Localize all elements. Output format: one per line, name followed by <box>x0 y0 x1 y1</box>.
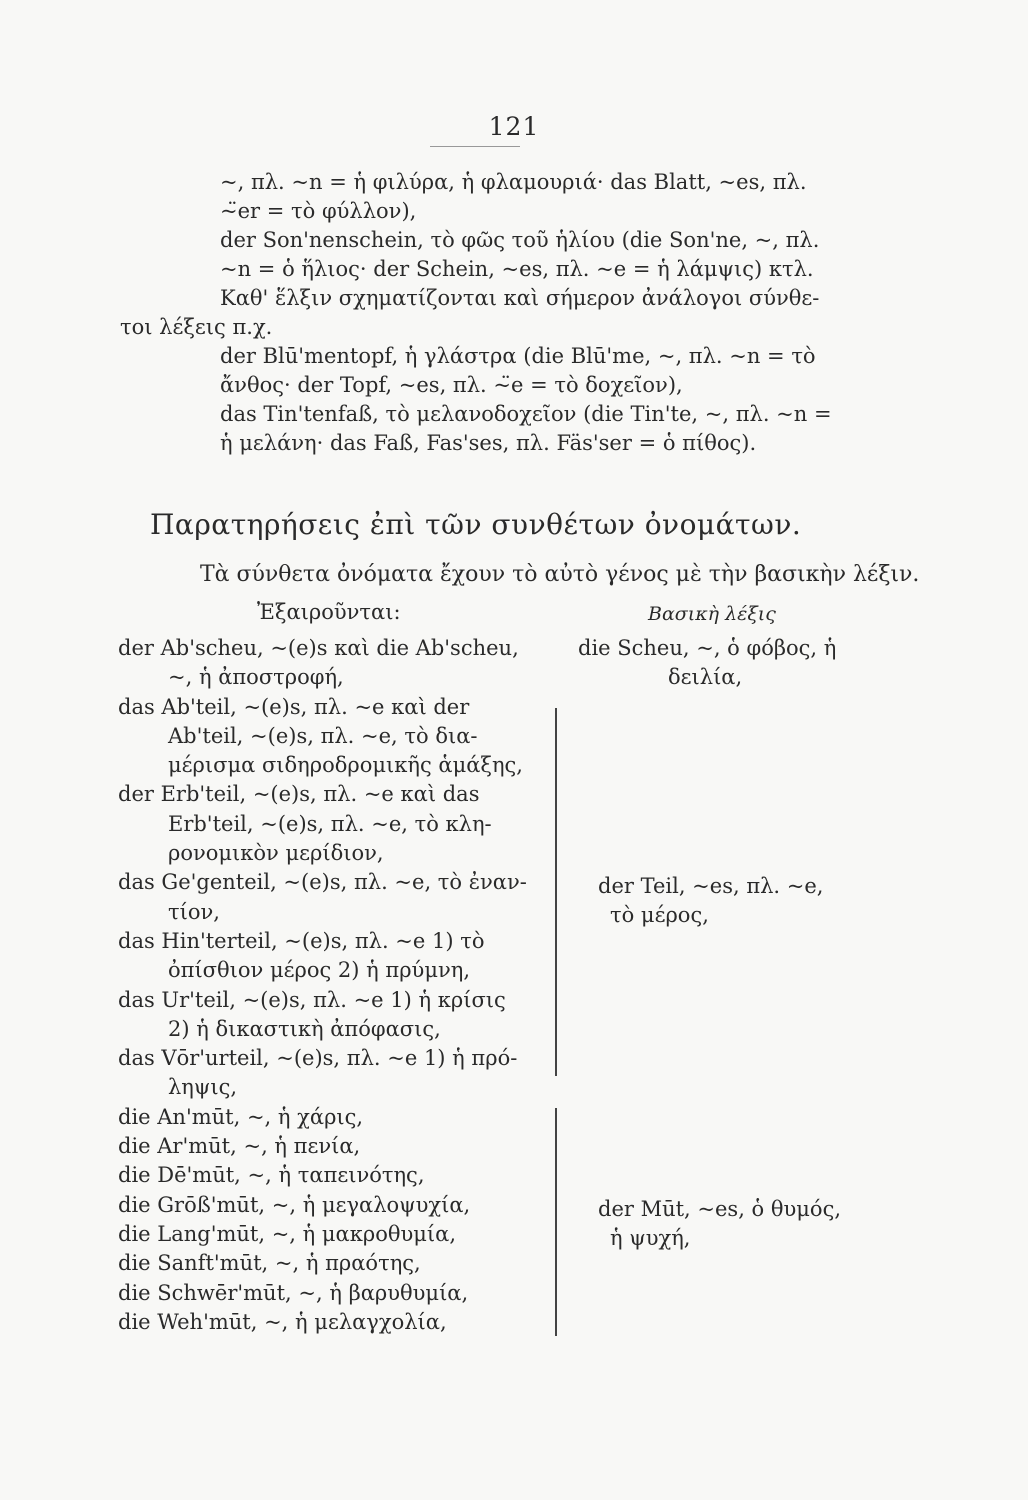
basic-word-line: der Teil, ~es, πλ. ~e, <box>598 874 824 898</box>
exceptions-label: Ἐξαιροῦνται: <box>257 600 401 624</box>
entry-line: der Ab'scheu, ~(e)s καὶ die Ab'scheu, <box>118 636 519 660</box>
entry-line: die Sanft'mūt, ~, ἡ πραότης, <box>118 1251 421 1276</box>
entry-line: der Erb'teil, ~(e)s, πλ. ~e καὶ das <box>118 782 480 807</box>
entry-line: Erb'teil, ~(e)s, πλ. ~e, τὸ κλη- <box>168 811 492 836</box>
bracket-mut <box>555 1108 557 1336</box>
intro-line: ἡ μελάνη· das Faß, Fas'ses, πλ. Fäs'ser = ὁ πίθος). <box>220 431 757 455</box>
entry-line: τίον, <box>168 899 220 924</box>
section-heading: Παρατηρήσεις ἐπὶ τῶν συνθέτων ὀνομάτων. <box>150 508 802 541</box>
intro-line: ~, πλ. ~n = ἡ φιλύρα, ἡ φλαμουριά· das Blatt, ~es, πλ. <box>220 170 807 194</box>
intro-line: ἄνθος· der Topf, ~es, πλ. ~̈e = τὸ δοχεῖον), <box>220 373 683 397</box>
intro-line: ~n = ὁ ἥλιος· der Schein, ~es, πλ. ~e = ἡ λάμψις) κτλ. <box>220 257 814 281</box>
entry-line: die Schwēr'mūt, ~, ἡ βαρυθυμία, <box>118 1280 469 1305</box>
entry-line: Ab'teil, ~(e)s, πλ. ~e, τὸ δια- <box>168 723 478 748</box>
entry-line: 2) ἡ δικαστικὴ ἀπόφασις, <box>168 1016 441 1041</box>
entry-line: die Weh'mūt, ~, ἡ μελαγχολία, <box>118 1309 447 1334</box>
entry-line: die Dē'mūt, ~, ἡ ταπεινότης, <box>118 1163 425 1188</box>
basic-word-teil <box>598 872 823 930</box>
entry-line: die Ar'mūt, ~, ἡ πενία, <box>118 1134 361 1159</box>
entry-line: die Grōß'mūt, ~, ἡ μεγαλοψυχία, <box>118 1192 471 1217</box>
intro-line: ~̈er = τὸ φύλλον), <box>220 199 417 223</box>
entry-line: μέρισμα σιδηροδρομικῆς ἁμάξης, <box>168 753 523 778</box>
entry-line: die Lang'mūt, ~, ἡ μακροθυμία, <box>118 1221 456 1246</box>
page-number-rule <box>430 146 520 147</box>
basic-word-mut <box>598 1195 841 1253</box>
basic-word-line: die Scheu, ~, ὁ φόβος, ἡ <box>578 636 837 660</box>
page-number: 121 <box>488 112 540 141</box>
entry-line: das Vōr'urteil, ~(e)s, πλ. ~e 1) ἡ πρό- <box>118 1046 518 1071</box>
intro-paragraph <box>120 168 860 458</box>
entry-line: ρονομικὸν μερίδιον, <box>168 841 384 866</box>
entry-line: ~, ἡ ἀποστροφή, <box>168 665 344 690</box>
entry-line: das Ur'teil, ~(e)s, πλ. ~e 1) ἡ κρίσις <box>118 987 506 1012</box>
intro-line: τοι λέξεις π.χ. <box>120 315 273 339</box>
intro-line: der Son'nenschein, τὸ φῶς τοῦ ἡλίου (die Son'ne, ~, πλ. <box>220 228 820 252</box>
basic-word-line: der Mūt, ~es, ὁ θυμός, <box>598 1197 842 1221</box>
entry-line: die An'mūt, ~, ἡ χάρις, <box>118 1104 364 1129</box>
entry-line: das Hin'terteil, ~(e)s, πλ. ~e 1) τὸ <box>118 928 485 953</box>
intro-line: Καθ' ἕλξιν σχηματίζονται καὶ σήμερον ἀνάλογοι σύνθε- <box>220 286 820 310</box>
bracket-teil <box>555 708 557 1076</box>
basic-word-scheu <box>578 634 836 692</box>
intro-line: das Tin'tenfaß, τὸ μελανοδοχεῖον (die Tin'te, ~, πλ. ~n = <box>220 402 832 426</box>
entries-column <box>118 634 558 1337</box>
basic-word-line: ἡ ψυχή, <box>610 1226 691 1250</box>
entry-line: das Ge'genteil, ~(e)s, πλ. ~e, τὸ ἐναν- <box>118 870 527 895</box>
basic-word-header: Βασικὴ λέξις <box>648 603 776 625</box>
intro-line: der Blū'mentopf, ἡ γλάστρα (die Blū'me, ~, πλ. ~n = τὸ <box>220 344 816 368</box>
rule-statement: Τὰ σύνθετα ὀνόματα ἔχουν τὸ αὐτὸ γένος μὲ τὴν βασικὴν λέξιν. <box>200 562 920 587</box>
basic-word-line: τὸ μέρος, <box>610 903 709 927</box>
entry-line: ὀπίσθιον μέρος 2) ἡ πρύμνη, <box>168 958 470 983</box>
entry-line: das Ab'teil, ~(e)s, πλ. ~e καὶ der <box>118 694 470 719</box>
basic-word-line: δειλία, <box>668 665 743 689</box>
entry-line: ληψις, <box>168 1075 238 1100</box>
